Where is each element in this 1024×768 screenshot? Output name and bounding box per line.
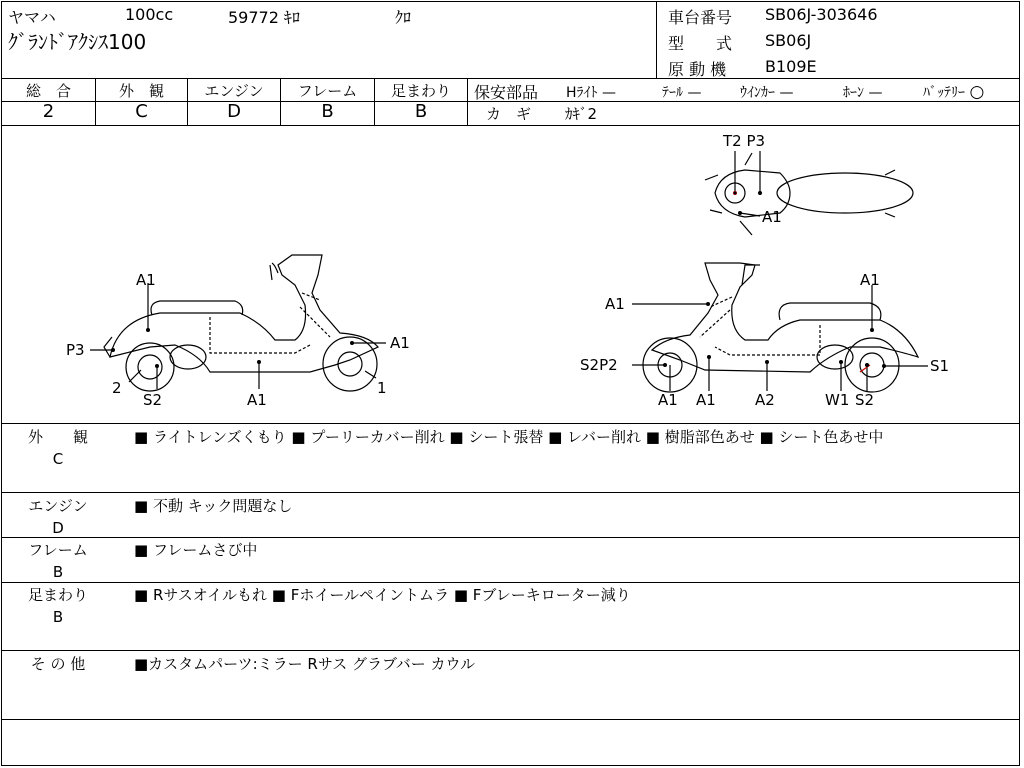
label-right-s2p2: S2P2 xyxy=(580,356,618,374)
safety-winker: ｳｲﾝｶｰ — xyxy=(740,85,794,101)
grade-suspension-value: B xyxy=(414,101,428,122)
damage-diagram xyxy=(0,125,1024,425)
note-other-text: ■カスタムパーツ:ミラー Rサス グラブバー カウル xyxy=(134,655,476,673)
grade-suspension-label: 足まわり xyxy=(390,82,451,100)
label-left-p3: P3 xyxy=(66,341,85,359)
frame-no: SB06J-303646 xyxy=(765,5,878,24)
safety-label: 保安部品 xyxy=(474,83,539,102)
color: ｸﾛ xyxy=(395,8,412,27)
label-right-s2: S2 xyxy=(855,391,875,409)
safety-headlight: Hﾗｲﾄ — xyxy=(566,85,616,101)
label-right-a2: A2 xyxy=(755,391,775,409)
note-frame-label: フレーム B xyxy=(28,541,88,581)
maker: ヤマハ xyxy=(8,8,56,27)
grade-engine-value: D xyxy=(227,101,241,122)
note-suspension-label: 足まわり B xyxy=(27,586,88,626)
note-other-label: そ の 他 xyxy=(30,655,86,673)
frame-no-label: 車台番号 xyxy=(668,8,733,27)
note-frame-text: ■ フレームさび中 xyxy=(134,541,258,559)
mileage: 59772 ｷﾛ xyxy=(228,8,300,27)
label-right-a1-left: A1 xyxy=(605,295,625,313)
engine-label: 原 動 機 xyxy=(668,60,727,79)
label-right-s1: S1 xyxy=(930,357,950,375)
label-right-a1-top: A1 xyxy=(860,271,880,289)
grade-overall-value: 2 xyxy=(42,101,55,122)
safety-tail: ﾃｰﾙ — xyxy=(662,85,702,101)
engine-value: B109E xyxy=(765,57,817,76)
label-right-w1: W1 xyxy=(825,391,850,409)
note-exterior-text: ■ ライトレンズくもり ■ プーリーカバー削れ ■ シート張替 ■ レバー削れ ■ 樹脂部色あせ ■ シート色あせ中 xyxy=(134,428,884,446)
label-left-1: 1 xyxy=(377,379,387,397)
grade-engine-label: エンジン xyxy=(204,82,264,100)
grade-exterior-value: C xyxy=(135,101,148,122)
label-left-2: 2 xyxy=(112,379,122,397)
model-name: ｸﾞﾗﾝﾄﾞｱｸｼｽ100 xyxy=(8,30,147,54)
note-suspension-text: ■ Rサスオイルもれ ■ Fホイールペイントムラ ■ Fブレーキローター減り xyxy=(134,586,631,604)
label-right-a1-b1: A1 xyxy=(658,391,678,409)
note-engine-text: ■ 不動 キック問題なし xyxy=(134,497,293,515)
label-left-a1-bottom: A1 xyxy=(247,391,267,409)
grade-frame-label: フレーム xyxy=(297,82,358,100)
note-exterior-label: 外 観 C xyxy=(27,428,88,468)
displacement: 100cc xyxy=(125,5,174,24)
label-left-s2: S2 xyxy=(143,391,163,409)
safety-battery: ﾊﾞｯﾃﾘｰ ○ xyxy=(923,82,985,102)
type-label: 型 式 xyxy=(668,34,733,53)
grade-overall-label: 総 合 xyxy=(25,82,71,100)
label-left-a1-top: A1 xyxy=(136,271,156,289)
note-engine-label: エンジン D xyxy=(28,497,88,537)
label-top-t2p3: T2 P3 xyxy=(723,132,766,150)
key-value: ｶｷﾞ2 xyxy=(565,105,598,123)
type-value: SB06J xyxy=(765,31,812,50)
safety-horn: ﾎｰﾝ — xyxy=(843,85,883,101)
key-label: カ ギ xyxy=(486,105,532,123)
label-top-a1: A1 xyxy=(762,208,782,226)
grade-frame-value: B xyxy=(321,101,334,122)
grade-exterior-label: 外 観 xyxy=(118,82,164,100)
label-right-a1-b2: A1 xyxy=(696,391,716,409)
label-left-a1-right: A1 xyxy=(390,334,410,352)
